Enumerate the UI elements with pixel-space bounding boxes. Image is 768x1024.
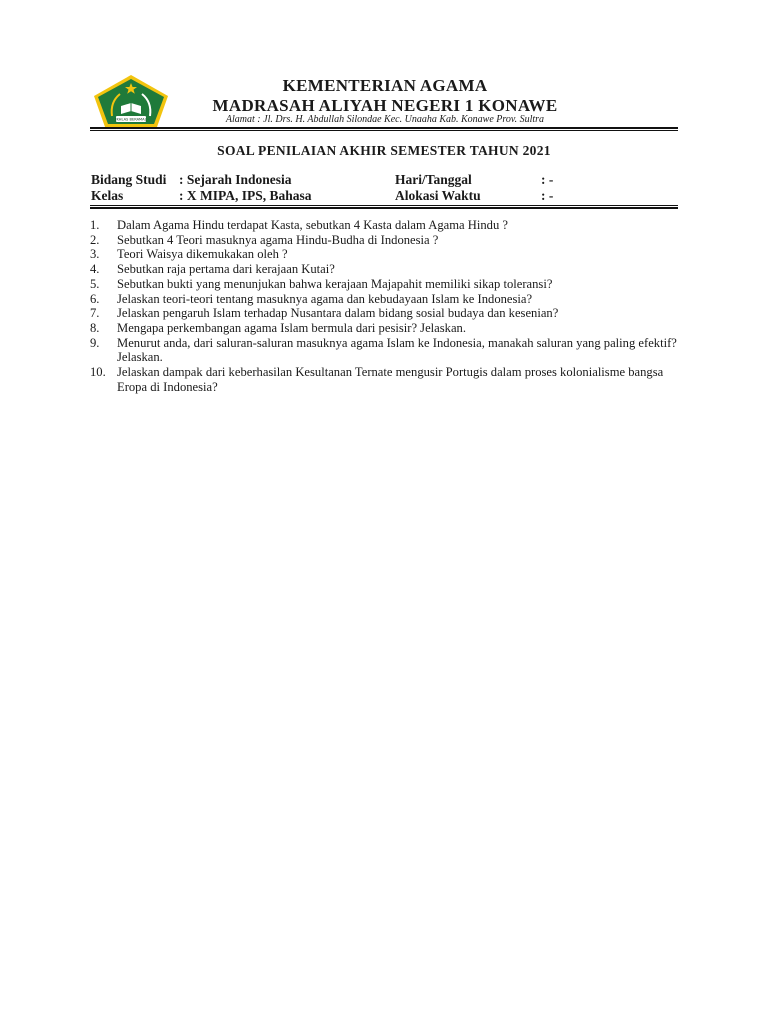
meta-row-class [91, 188, 312, 204]
exam-title: SOAL PENILAIAN AKHIR SEMESTER TAHUN 2021 [217, 143, 551, 158]
school-address: Alamat : Jl. Drs. H. Abdullah Silondae Kec. Unaaha Kab. Konawe Prov. Sultra [225, 114, 545, 125]
question-number: 2. [90, 232, 100, 247]
meta-row-date [395, 172, 553, 188]
question-text: Dalam Agama Hindu terdapat Kasta, sebutkan 4 Kasta dalam Agama Hindu ? [117, 218, 508, 232]
question-item [90, 306, 680, 321]
meta-value: : Sejarah Indonesia [179, 172, 292, 187]
school-name: MADRASAH ALIYAH NEGERI 1 KONAWE [212, 96, 558, 115]
ministry-name: KEMENTERIAN AGAMA [282, 76, 488, 95]
question-item [90, 365, 680, 394]
question-number: 10. [90, 365, 106, 380]
meta-rule-thick [90, 207, 678, 209]
question-number: 8. [90, 320, 100, 335]
question-item [90, 277, 680, 292]
question-text: Jelaskan pengaruh Islam terhadap Nusantara dalam bidang sosial budaya dan kesenian? [117, 306, 559, 321]
question-number: 9. [90, 335, 100, 350]
question-text: Sebutkan raja pertama dari kerajaan Kutai? [117, 262, 335, 277]
question-number: 3. [90, 247, 100, 262]
question-item [90, 233, 680, 248]
question-item [90, 321, 680, 336]
meta-value: : - [541, 188, 554, 203]
question-number: 6. [90, 291, 100, 306]
question-text: Teori Waisya dikemukakan oleh ? [117, 247, 288, 262]
meta-label: Bidang Studi [91, 172, 167, 187]
meta-label: Hari/Tanggal [395, 172, 472, 187]
question-item [90, 262, 680, 277]
letterhead [170, 76, 600, 116]
meta-row-subject [91, 172, 312, 188]
question-number: 5. [90, 276, 100, 291]
question-text: Jelaskan teori-teori tentang masuknya agama dan kebudayaan Islam ke Indonesia? [117, 291, 533, 306]
meta-row-duration [395, 188, 553, 204]
exam-meta-left [91, 172, 312, 204]
meta-label: Kelas [91, 188, 124, 203]
question-number: 1. [90, 218, 100, 232]
header-rule-thin [90, 130, 678, 131]
svg-text:IKHLAS BERAMAL: IKHLAS BERAMAL [115, 117, 147, 122]
question-item [90, 218, 680, 233]
question-list [90, 218, 680, 394]
meta-label: Alokasi Waktu [395, 188, 481, 203]
question-number: 4. [90, 262, 100, 277]
meta-rule-thin [90, 205, 678, 206]
question-item [90, 292, 680, 307]
question-text: Sebutkan bukti yang menunjukan bahwa kerajaan Majapahit memiliki sikap toleransi? [117, 276, 553, 291]
question-text: Menurut anda, dari saluran-saluran masuknya agama Islam ke Indonesia, manakah saluran yang paling efektif? Jelaskan. [117, 335, 677, 365]
header-rule-thick [90, 127, 678, 129]
meta-value: : - [541, 172, 554, 187]
question-number: 7. [90, 306, 100, 321]
meta-value: : X MIPA, IPS, Bahasa [179, 188, 312, 203]
question-item [90, 247, 680, 262]
question-text: Jelaskan dampak dari keberhasilan Kesultanan Ternate mengusir Portugis dalam proses kolonialisme bangsa Eropa di Indonesia? [117, 365, 664, 394]
question-item [90, 336, 680, 365]
question-text: Mengapa perkembangan agama Islam bermula dari pesisir? Jelaskan. [117, 320, 466, 335]
exam-meta-right [395, 172, 553, 204]
question-text: Sebutkan 4 Teori masuknya agama Hindu-Budha di Indonesia ? [117, 232, 439, 247]
